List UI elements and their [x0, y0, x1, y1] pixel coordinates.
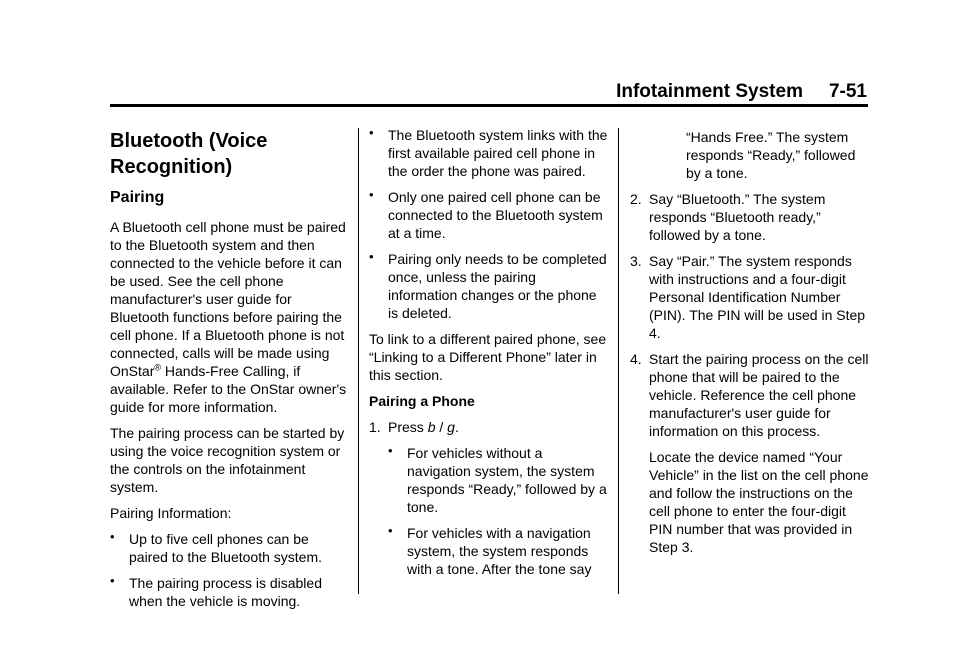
paragraph: To link to a different paired phone, see “Linking to a Different Phone” later in this section.: [369, 331, 607, 383]
phone-button-icon: g: [447, 419, 455, 435]
sub-bullet-item: • For vehicles without a navigation system, the system responds “Ready,” followed by a tone.: [388, 443, 607, 515]
header-rule: [110, 104, 868, 107]
paragraph: Pairing Information:: [110, 505, 232, 521]
bullet-item: • The Bluetooth system links with the first available paired cell phone in the order the phone was paired.: [369, 125, 608, 179]
procedure-heading: Pairing a Phone: [369, 393, 475, 409]
bullet-icon: •: [110, 573, 115, 588]
bullet-item: • Pairing only needs to be completed once, unless the pairing information changes or the phone is deleted.: [369, 249, 607, 321]
bullet-item: • The pairing process is disabled when the vehicle is moving.: [110, 573, 322, 609]
step-1: 1. Press b / g.: [369, 419, 459, 435]
section-title: Infotainment System: [616, 81, 803, 102]
bullet-item: • Up to five cell phones can be paired to the Bluetooth system.: [110, 529, 322, 565]
subsection-heading: Pairing: [110, 189, 165, 206]
paragraph: The pairing process can be started by using the voice recognition system or the controls on the infotainment system.: [110, 425, 345, 495]
step-4-detail: Locate the device named “Your Vehicle” in the list on the cell phone and follow the instructions on the cell phone to enter the four-digit PIN number that was provided in Step 3.: [649, 449, 869, 555]
sub-bullet-item: • For vehicles with a navigation system, the system responds with a tone. After the tone say: [388, 523, 592, 577]
section-heading: Bluetooth (Voice Recognition): [110, 130, 268, 178]
column-3: [630, 128, 870, 556]
step-4: 4. Start the pairing process on the cell phone that will be paired to the vehicle. Reference the cell phone manufacturer's user guide for information on this process.: [630, 351, 869, 439]
bullet-icon: •: [110, 529, 115, 544]
bullet-icon: •: [369, 249, 374, 264]
intro-paragraph: A Bluetooth cell phone must be paired to the Bluetooth system and then connected to the vehicle before it can be used. See the cell phone manufacturer's user guide for Bluetooth functions before pairing the cell phone. If a Bluetooth phone is not connected, calls will be made using OnStar® Hands-Free Calling, if available. Refer to the OnStar owner's guide for more information.: [110, 219, 347, 415]
column-divider: [358, 128, 359, 594]
bullet-icon: •: [369, 187, 374, 202]
voice-button-icon: b: [427, 419, 436, 435]
bullet-icon: •: [388, 443, 393, 458]
page-number: 7-51: [828, 81, 867, 102]
bullet-icon: •: [369, 125, 374, 140]
step-2: 2. Say “Bluetooth.” The system responds “Bluetooth ready,” followed by a tone.: [630, 191, 826, 243]
page-header: [605, 80, 867, 104]
column-1: [110, 128, 350, 610]
bullet-item: • Only one paired cell phone can be connected to the Bluetooth system at a time.: [369, 187, 603, 241]
column-divider: [618, 128, 619, 594]
step-3: 3. Say “Pair.” The system responds with instructions and a four-digit Personal Identification Number (PIN). The PIN will be used in Step 4.: [630, 253, 866, 341]
column-2: [369, 126, 609, 578]
registered-mark: ®: [154, 362, 161, 373]
continued-text: “Hands Free.” The system responds “Ready,” followed by a tone.: [686, 129, 856, 181]
bullet-icon: •: [388, 523, 393, 538]
